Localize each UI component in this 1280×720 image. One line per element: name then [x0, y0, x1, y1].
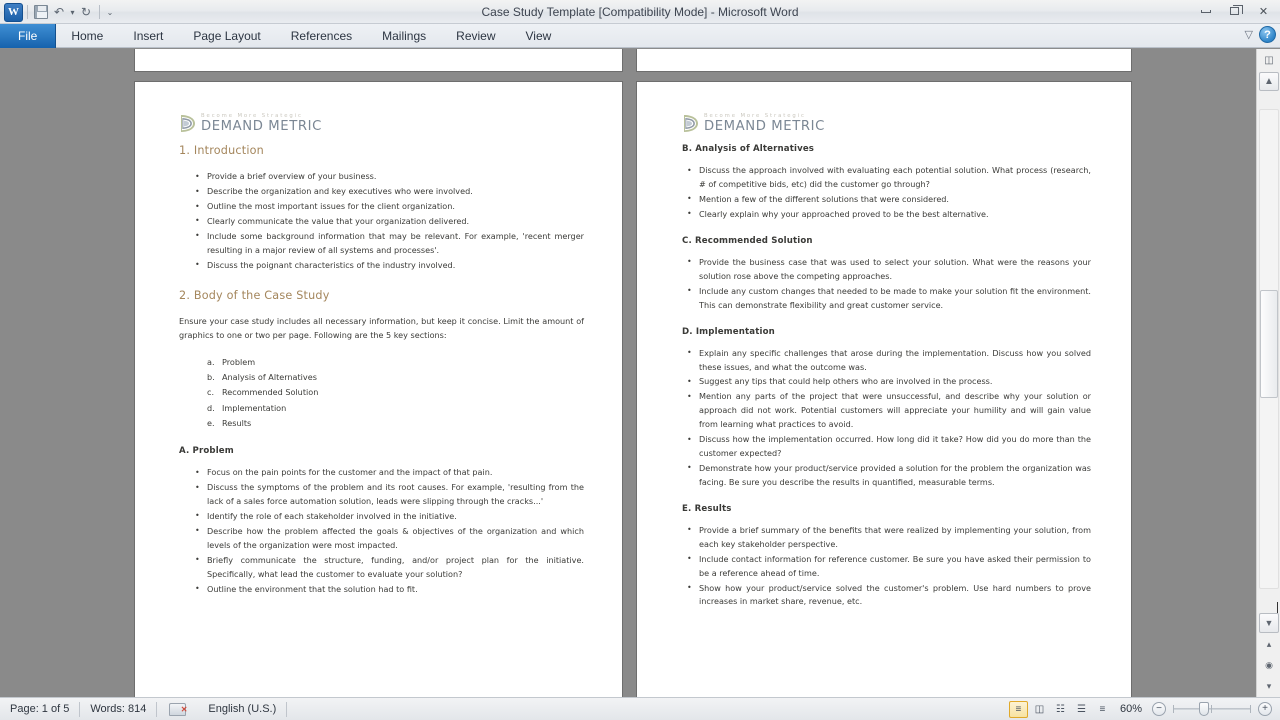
list-item: Implementation: [222, 402, 287, 413]
list-item: Problem: [222, 356, 256, 367]
list-item: • Discuss the symptoms of the problem and its root causes. For example, 'resulting from the lack of a sales force automation solution, leads were slipping through the cracks...': [179, 481, 584, 509]
list-item: • Show how your product/service solved the customer's problem. Use hard numbers to prove increases in market share, revenue, etc.: [682, 582, 1091, 610]
zoom-slider-track: [1173, 708, 1251, 710]
split-window-icon[interactable]: ◫: [1264, 55, 1274, 66]
restore-button[interactable]: [1220, 1, 1249, 21]
zoom-out-button[interactable]: −: [1152, 702, 1166, 716]
demand-metric-logo: [179, 107, 584, 133]
ribbon-tab-bar: [0, 24, 1280, 48]
list-item: • Discuss the poignant characteristics of the industry involved.: [179, 259, 584, 273]
help-icon[interactable]: ?: [1259, 26, 1276, 43]
page-left-content: [179, 107, 584, 610]
zoom-level-label[interactable]: 60%: [1119, 703, 1142, 715]
introduction-bullets: [179, 170, 584, 272]
word-app-icon[interactable]: W: [4, 3, 23, 22]
heading-e-results: E. Results: [682, 503, 732, 514]
tab-mailings[interactable]: Mailings: [382, 29, 427, 43]
undo-icon[interactable]: ↶: [53, 5, 65, 19]
scrollbar-top-icons: [1257, 49, 1280, 91]
list-item: • Provide a brief summary of the benefits that were realized by implementing your solution, from each key stakeholder perspective.: [682, 524, 1091, 552]
heading-d-implementation: D. Implementation: [682, 326, 775, 337]
demand-metric-logo-text: [201, 113, 322, 133]
word-count[interactable]: Words: 814: [90, 702, 147, 715]
zoom-slider[interactable]: [1173, 702, 1251, 716]
save-icon[interactable]: [32, 3, 50, 21]
page-previous-left: [135, 49, 622, 71]
status-bar: [0, 697, 1280, 720]
list-item: • Provide a brief overview of your business.: [179, 170, 584, 184]
recommended-solution-bullets: [682, 256, 1091, 313]
minimize-button[interactable]: [1191, 1, 1220, 21]
qat-divider: [27, 5, 28, 19]
list-item: • Discuss the approach involved with evaluating each potential solution. What process (research, # of competitive bids, etc) did the customer go through?: [682, 164, 1091, 192]
list-item: • Demonstrate how your product/service provided a solution for the problem the organization was facing. Be sure you describe the results in quantified, measurable terms.: [682, 462, 1091, 490]
language-indicator[interactable]: English (U.S.): [208, 702, 277, 715]
page-right-content: [682, 107, 1091, 623]
tab-home[interactable]: Home: [71, 29, 104, 43]
list-item: • Briefly communicate the structure, funding, and/or project plan for the initiative. Specifically, what lead the customer to evaluate your solution?: [179, 554, 584, 582]
key-sections-list: [179, 356, 584, 432]
list-item: • Mention any parts of the project that were unsuccessful, and describe why your solution or approach did not work. Potential customers will appreciate your humility and will gain value from learning what practices to avoid.: [682, 390, 1091, 432]
tab-file[interactable]: File: [0, 24, 56, 48]
tab-review[interactable]: Review: [456, 29, 496, 43]
list-item: • Describe how the problem affected the goals & objectives of the organization and which levels of the organization were most impacted.: [179, 525, 584, 553]
previous-page-icon[interactable]: ▴: [1266, 638, 1272, 649]
document-page-left[interactable]: [135, 82, 622, 697]
list-item: • Clearly communicate the value that your organization delivered.: [179, 215, 584, 229]
scroll-down-arrow-icon[interactable]: ▼: [1259, 613, 1279, 633]
document-page-right[interactable]: [637, 82, 1131, 697]
logo-tagline: Become More Strategic: [201, 112, 303, 119]
page-indicator[interactable]: Page: 1 of 5: [10, 702, 70, 715]
view-print-layout-icon[interactable]: ≡: [1009, 701, 1028, 718]
window-controls: [1191, 1, 1278, 21]
list-item: Results: [222, 418, 252, 429]
logo-name: DEMAND METRIC: [201, 118, 322, 134]
logo-name: DEMAND METRIC: [704, 118, 825, 134]
list-item: Recommended Solution: [222, 387, 319, 398]
list-item: • Include contact information for reference customer. Be sure you have asked their permission to be a reference ahead of time.: [682, 553, 1091, 581]
list-item: • Include some background information that may be relevant. For example, 'recent merger resulting in a major review of all systems and processes'.: [179, 230, 584, 258]
zoom-tick: [1250, 705, 1251, 713]
list-item: • Include any custom changes that needed to be made to make your solution fit the environment. This can demonstrate flexibility and great customer service.: [682, 285, 1091, 313]
heading-b-analysis-of-alternatives: B. Analysis of Alternatives: [682, 144, 815, 154]
list-item: Analysis of Alternatives: [222, 372, 317, 382]
scrollbar-thumb[interactable]: [1260, 290, 1278, 398]
list-item: • Focus on the pain points for the customer and the impact of that pain.: [179, 466, 584, 480]
heading-body-of-case-study: 2. Body of the Case Study: [179, 288, 330, 302]
tab-references[interactable]: References: [290, 29, 353, 43]
proofing-status[interactable]: [157, 701, 198, 718]
problem-bullets: [179, 466, 584, 596]
view-outline-icon[interactable]: ☰: [1076, 703, 1086, 715]
redo-icon[interactable]: ↻: [80, 5, 92, 19]
list-item: • Identify the role of each stakeholder involved in the initiative.: [179, 510, 584, 524]
title-bar: [0, 0, 1280, 24]
list-item: • Mention a few of the different solutions that were considered.: [682, 193, 1091, 207]
heading-introduction: 1. Introduction: [179, 144, 264, 157]
scrollbar-bottom-icons: [1257, 612, 1280, 697]
close-icon[interactable]: ✕: [1258, 5, 1269, 18]
vertical-scrollbar[interactable]: [1256, 49, 1280, 697]
body-intro-paragraph: Ensure your case study includes all necessary information, but keep it concise. Limit the amount of graphics to one or two per page. Following are the 5 key sections:: [179, 315, 584, 340]
zoom-in-button[interactable]: +: [1258, 702, 1272, 716]
zoom-tick: [1211, 705, 1212, 713]
ribbon-tabs: [0, 24, 566, 48]
view-full-screen-reading-icon[interactable]: ◫: [1034, 703, 1045, 715]
list-item: • Discuss how the implementation occurred. How long did it take? How did you do more than the customer expected?: [682, 433, 1091, 461]
undo-dropdown-icon[interactable]: ▾: [70, 7, 75, 17]
list-item: • Clearly explain why your approached proved to be the best alternative.: [682, 208, 1091, 222]
demand-metric-logo-icon: [682, 114, 700, 133]
scroll-up-arrow-icon[interactable]: ▲: [1259, 72, 1279, 91]
results-bullets: [682, 524, 1091, 609]
status-divider-3: [286, 702, 287, 717]
zoom-slider-thumb[interactable]: [1199, 702, 1209, 716]
view-web-layout-icon[interactable]: ☷: [1055, 703, 1065, 715]
demand-metric-logo-right: [682, 107, 1091, 133]
ribbon-right-controls: [1245, 26, 1276, 43]
proofing-errors-icon[interactable]: [169, 703, 186, 716]
logo-tagline: Become More Strategic: [704, 112, 806, 119]
page-previous-right: [637, 49, 1131, 71]
heading-a-problem: A. Problem: [179, 446, 234, 457]
window-title: Case Study Template [Compatibility Mode] - Microsoft Word: [481, 5, 799, 19]
analysis-bullets: [682, 164, 1091, 222]
demand-metric-logo-text: [704, 113, 825, 133]
implementation-bullets: [682, 347, 1091, 490]
list-item: • Outline the environment that the solution had to fit.: [179, 583, 584, 597]
heading-c-recommended-solution: C. Recommended Solution: [682, 235, 813, 246]
qat-divider-2: [99, 5, 100, 19]
list-item: • Provide the business case that was used to select your solution. What were the reasons your solution rose above the competing approaches.: [682, 256, 1091, 284]
list-item: • Explain any specific challenges that arose during the implementation. Discuss how you solved these issues, and what the outcome was.: [682, 347, 1091, 375]
tab-insert[interactable]: Insert: [133, 29, 164, 43]
next-page-icon[interactable]: ▾: [1266, 680, 1272, 691]
list-item: • Outline the most important issues for the client organization.: [179, 200, 584, 214]
document-workspace[interactable]: [0, 49, 1256, 697]
list-item: • Suggest any tips that could help others who are involved in the process.: [682, 375, 1091, 389]
customize-qat-icon[interactable]: ⌄: [106, 7, 114, 17]
select-browse-object-icon[interactable]: ◉: [1265, 659, 1273, 670]
status-bar-right: [1009, 701, 1280, 718]
minimize-ribbon-icon[interactable]: ▽: [1244, 29, 1253, 41]
quick-access-toolbar: [4, 2, 116, 22]
demand-metric-logo-icon: [179, 114, 197, 133]
view-draft-icon[interactable]: ≡: [1099, 703, 1106, 715]
scrollbar-track[interactable]: [1259, 109, 1279, 589]
tab-view[interactable]: View: [525, 29, 552, 43]
list-item: • Describe the organization and key executives who were involved.: [179, 185, 584, 199]
zoom-tick: [1173, 705, 1174, 713]
tab-page-layout[interactable]: Page Layout: [193, 29, 261, 43]
